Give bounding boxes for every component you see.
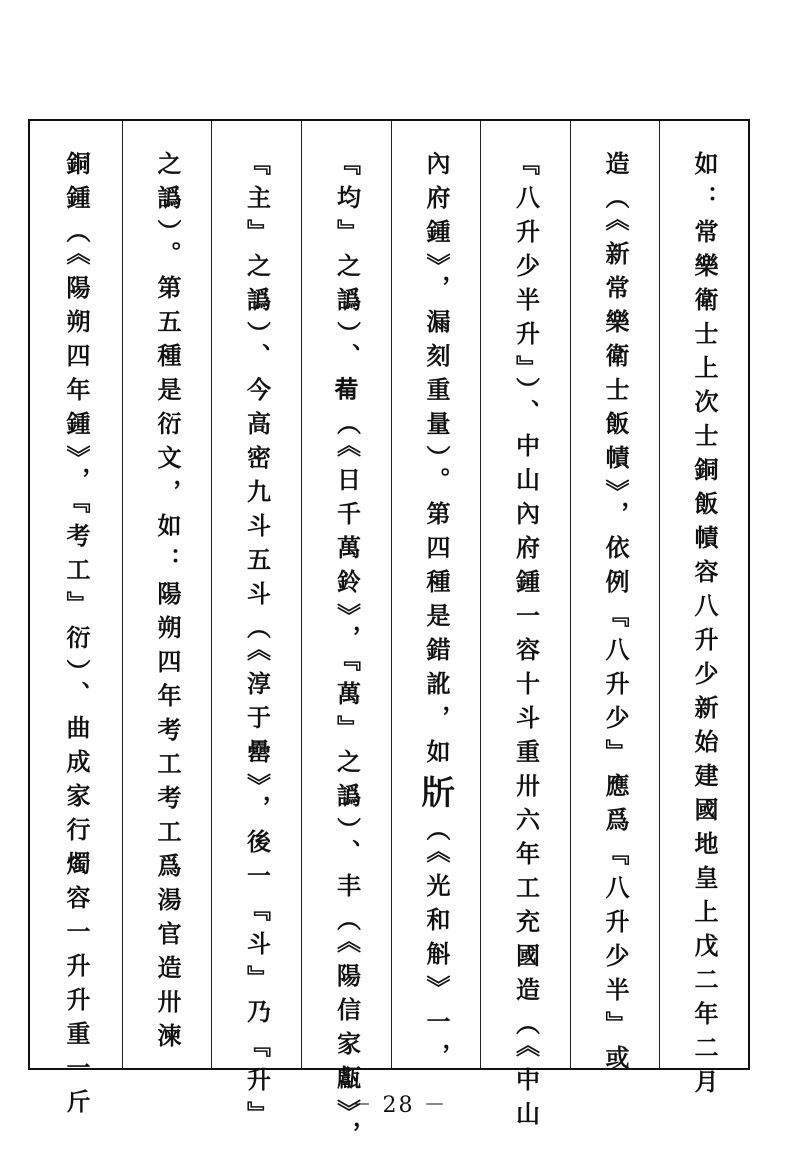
text-column (392, 121, 481, 1077)
ancient-glyph-figure: 𣂔 (416, 773, 456, 817)
column-text: 『主』之譌）、今高密九斗五斗（《淳于罍》，後一『斗』乃『升』 (242, 151, 272, 1135)
text-column (571, 121, 660, 1079)
text-column (123, 121, 212, 1068)
column-text-part: 內府鍾》，漏刻重量）。第四種是錯訛，如 (422, 151, 451, 773)
column-text: 銅鍾（《陽朔四年鍾》，『考工』衍）、曲成家行燭容一升升重一斤 (62, 151, 91, 1123)
column-text (416, 151, 456, 1077)
column-text: 之譌）。第五種是衍文，如：陽朔四年考工考工爲湯官造卅湅 (153, 151, 182, 1057)
text-column (481, 121, 571, 1135)
column-text: 如：常樂衛士上次士銅飯幘容八升少新始建國地皇上戊二年二月 (690, 151, 719, 1103)
text-column (30, 121, 123, 1123)
text-column (212, 121, 302, 1135)
column-text: 『均』之譌）、𤰇（《日千萬鈴》，『萬』之譌）、丰（《陽信家甗》， (332, 151, 362, 1155)
page-number: － 28 － (349, 1093, 448, 1118)
column-text: 『八升少半升』）、中山內府鍾一容十斗重卅六年工充國造（《中山 (511, 151, 541, 1135)
text-column (660, 121, 748, 1103)
column-text: 造（《新常樂衛士飯幘》，依例『八升少』應爲『八升少半』或 (601, 151, 630, 1079)
column-text-part: （《光和斛》一， (422, 817, 451, 1077)
text-column (302, 121, 392, 1155)
